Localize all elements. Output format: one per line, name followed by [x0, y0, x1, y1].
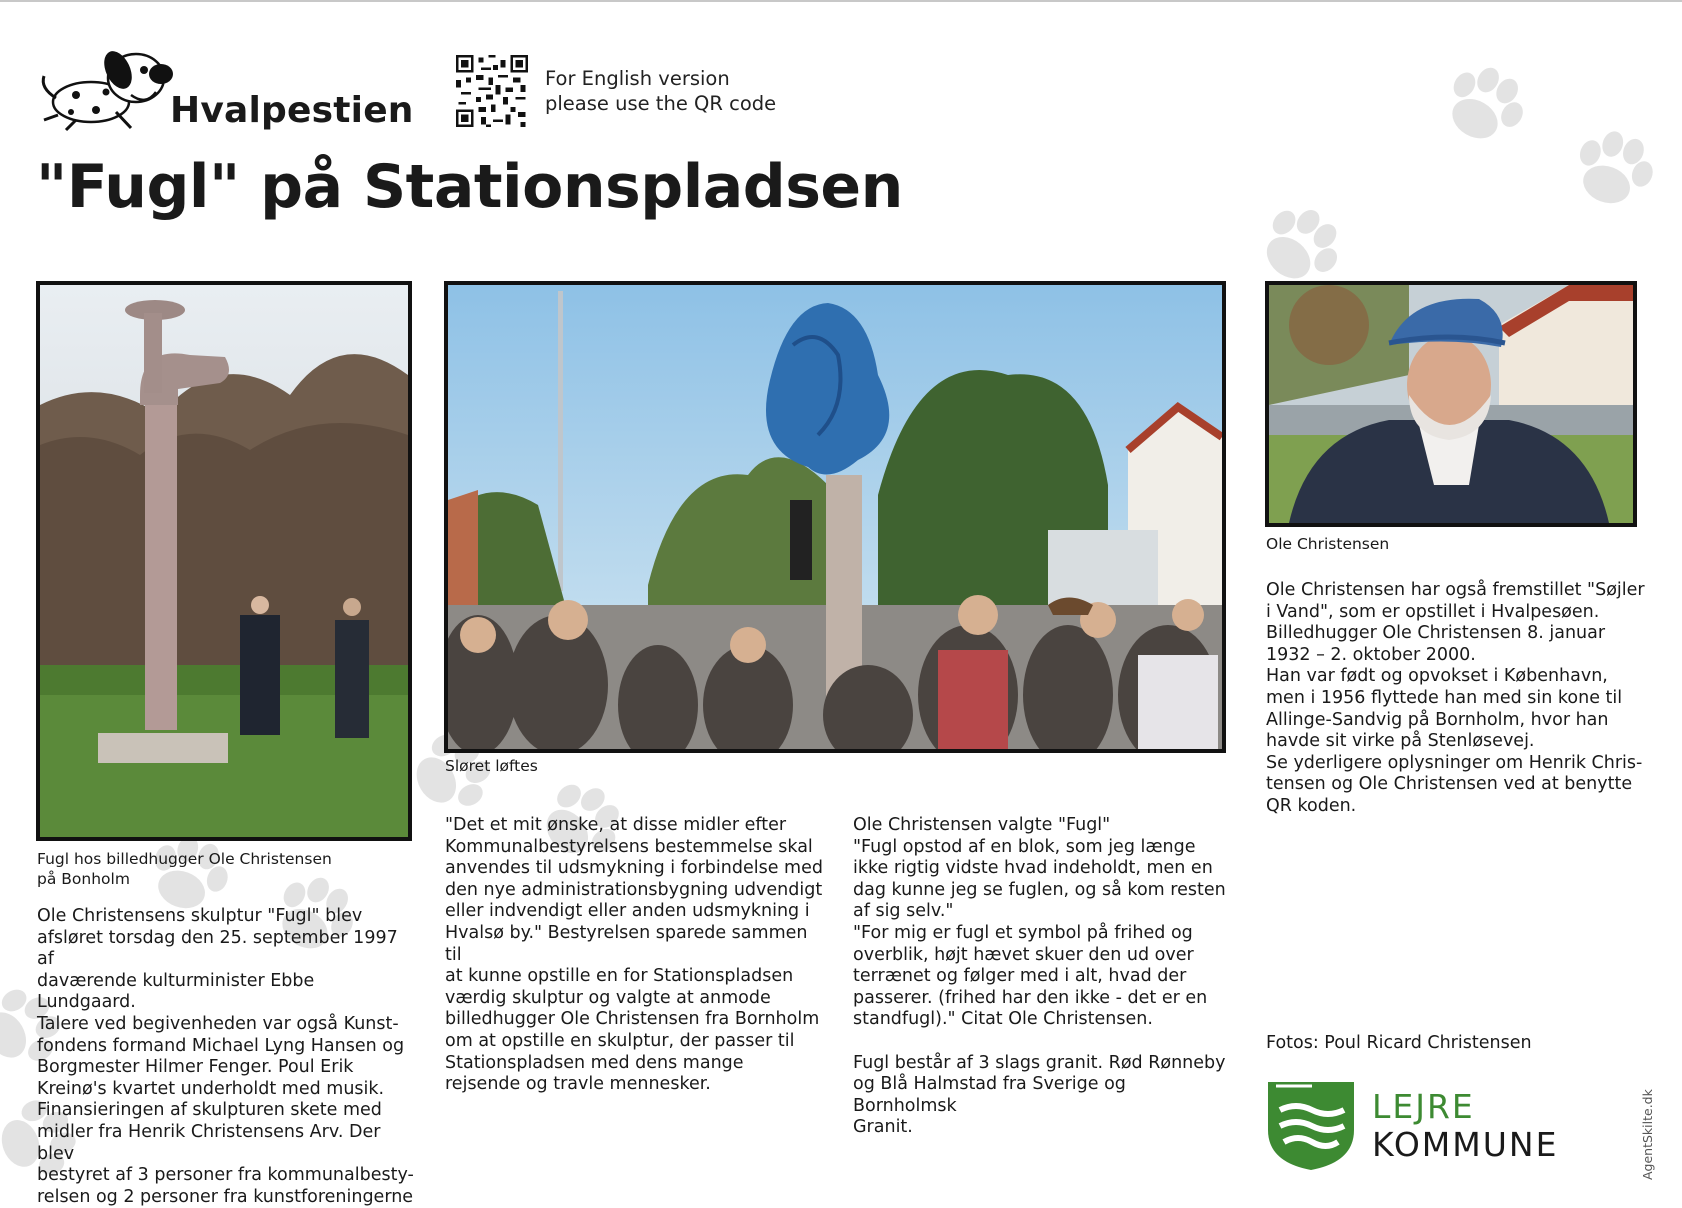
photo2-caption: Sløret løftes — [445, 757, 538, 775]
photo3-caption: Ole Christensen — [1266, 535, 1390, 553]
text-column-artist-quote: Ole Christensen valgte "Fugl" "Fugl opstod af en blok, som jeg længe ikke rigtig vidste hvad indeholdt, men en dag kunne jeg se fuglen, og så kom resten af sig selv." "For mig er fugl et symbol på frihed og overblik, højt hævet skuer den ud over terrænet og følger med i alt, hvad der passerer. (frihed har den ikke - det er en standfugl)." Citat Ole Christensen. Fugl består af 3 slags granit. Rød Rønneby og Blå Halmstad fra Sverige og Bornholmsk Granit. — [853, 815, 1226, 1138]
paw-icon — [1567, 122, 1663, 215]
qr-code[interactable] — [456, 55, 528, 127]
english-version-note — [545, 66, 805, 116]
photo-credit: Fotos: Poul Ricard Christensen — [1266, 1033, 1532, 1053]
photo-sculpture-bornholm — [36, 281, 412, 841]
text-column-biography: Ole Christensen har også fremstillet "Søjler i Vand", som er opstillet i Hvalpesøen. Billedhugger Ole Christensen 8. januar 1932 – 2. oktober 2000. Han var født og opvokset i København, men i 1956 flyttede han med sin kone til Allinge-Sandvig på Bornholm, hvor han havde sit virke på Stenløsevej. Se yderligere oplysninger om Henrik Chris- tensen og Ole Christensen ved at benytte QR koden. — [1266, 580, 1645, 816]
page-title: "Fugl" på Stationspladsen — [36, 152, 903, 222]
text-column-donation: "Det et mit ønske, at disse midler efter Kommunalbestyrelsens bestemmelse skal anvendes til udsmykning i forbindelse med den nye administrationsbygning udvendigt eller indvendigt eller anden udsmykning i Hvalsø by." Bestyrelsen sparede sammen til at kunne opstille en for Stationspladsen værdig skulptur og valgte at anmode billedhugger Ole Christensen fra Bornholm om at opstille en skulptur, der passer til Stationspladsen med dens mange rejsende og travle mennesker. — [445, 815, 823, 1095]
municipality-label: KOMMUNE — [1372, 1125, 1559, 1164]
qr-note-line: For English version — [545, 67, 730, 90]
text-column-unveiling: Ole Christensens skulptur "Fugl" blev afsløret torsdag den 25. september 1997 af daværende kulturminister Ebbe Lundgaard. Talere ved begivenheden var også Kunst- fondens formand Michael Lyng Hansen og Borgmester Hilmer Fenger. Poul Erik Kreinø's kvartet underholdt med musik. Finansieringen af skulpturen skete med midler fra Henrik Christensens Arv. Der blev bestyret af 3 personer fra kommunalbesty- relsen og 2 personer fra kunstforeningerne — [37, 906, 414, 1207]
lejre-shield-icon — [1266, 1080, 1356, 1172]
photo-unveiling-crowd — [444, 281, 1226, 753]
dalmatian-puppy-logo — [36, 40, 178, 136]
qr-note-line: please use the QR code — [545, 92, 777, 115]
photo1-caption — [37, 849, 367, 889]
municipality-name: LEJRE — [1372, 1087, 1475, 1126]
maker-credit: AgentSkilte.dk — [1640, 1089, 1655, 1180]
caption-line: på Bonholm — [37, 870, 130, 888]
photo-ole-christensen — [1265, 281, 1637, 527]
trail-name: Hvalpestien — [170, 90, 414, 131]
paw-icon — [1435, 55, 1536, 154]
caption-line: Fugl hos billedhugger Ole Christensen — [37, 850, 332, 868]
